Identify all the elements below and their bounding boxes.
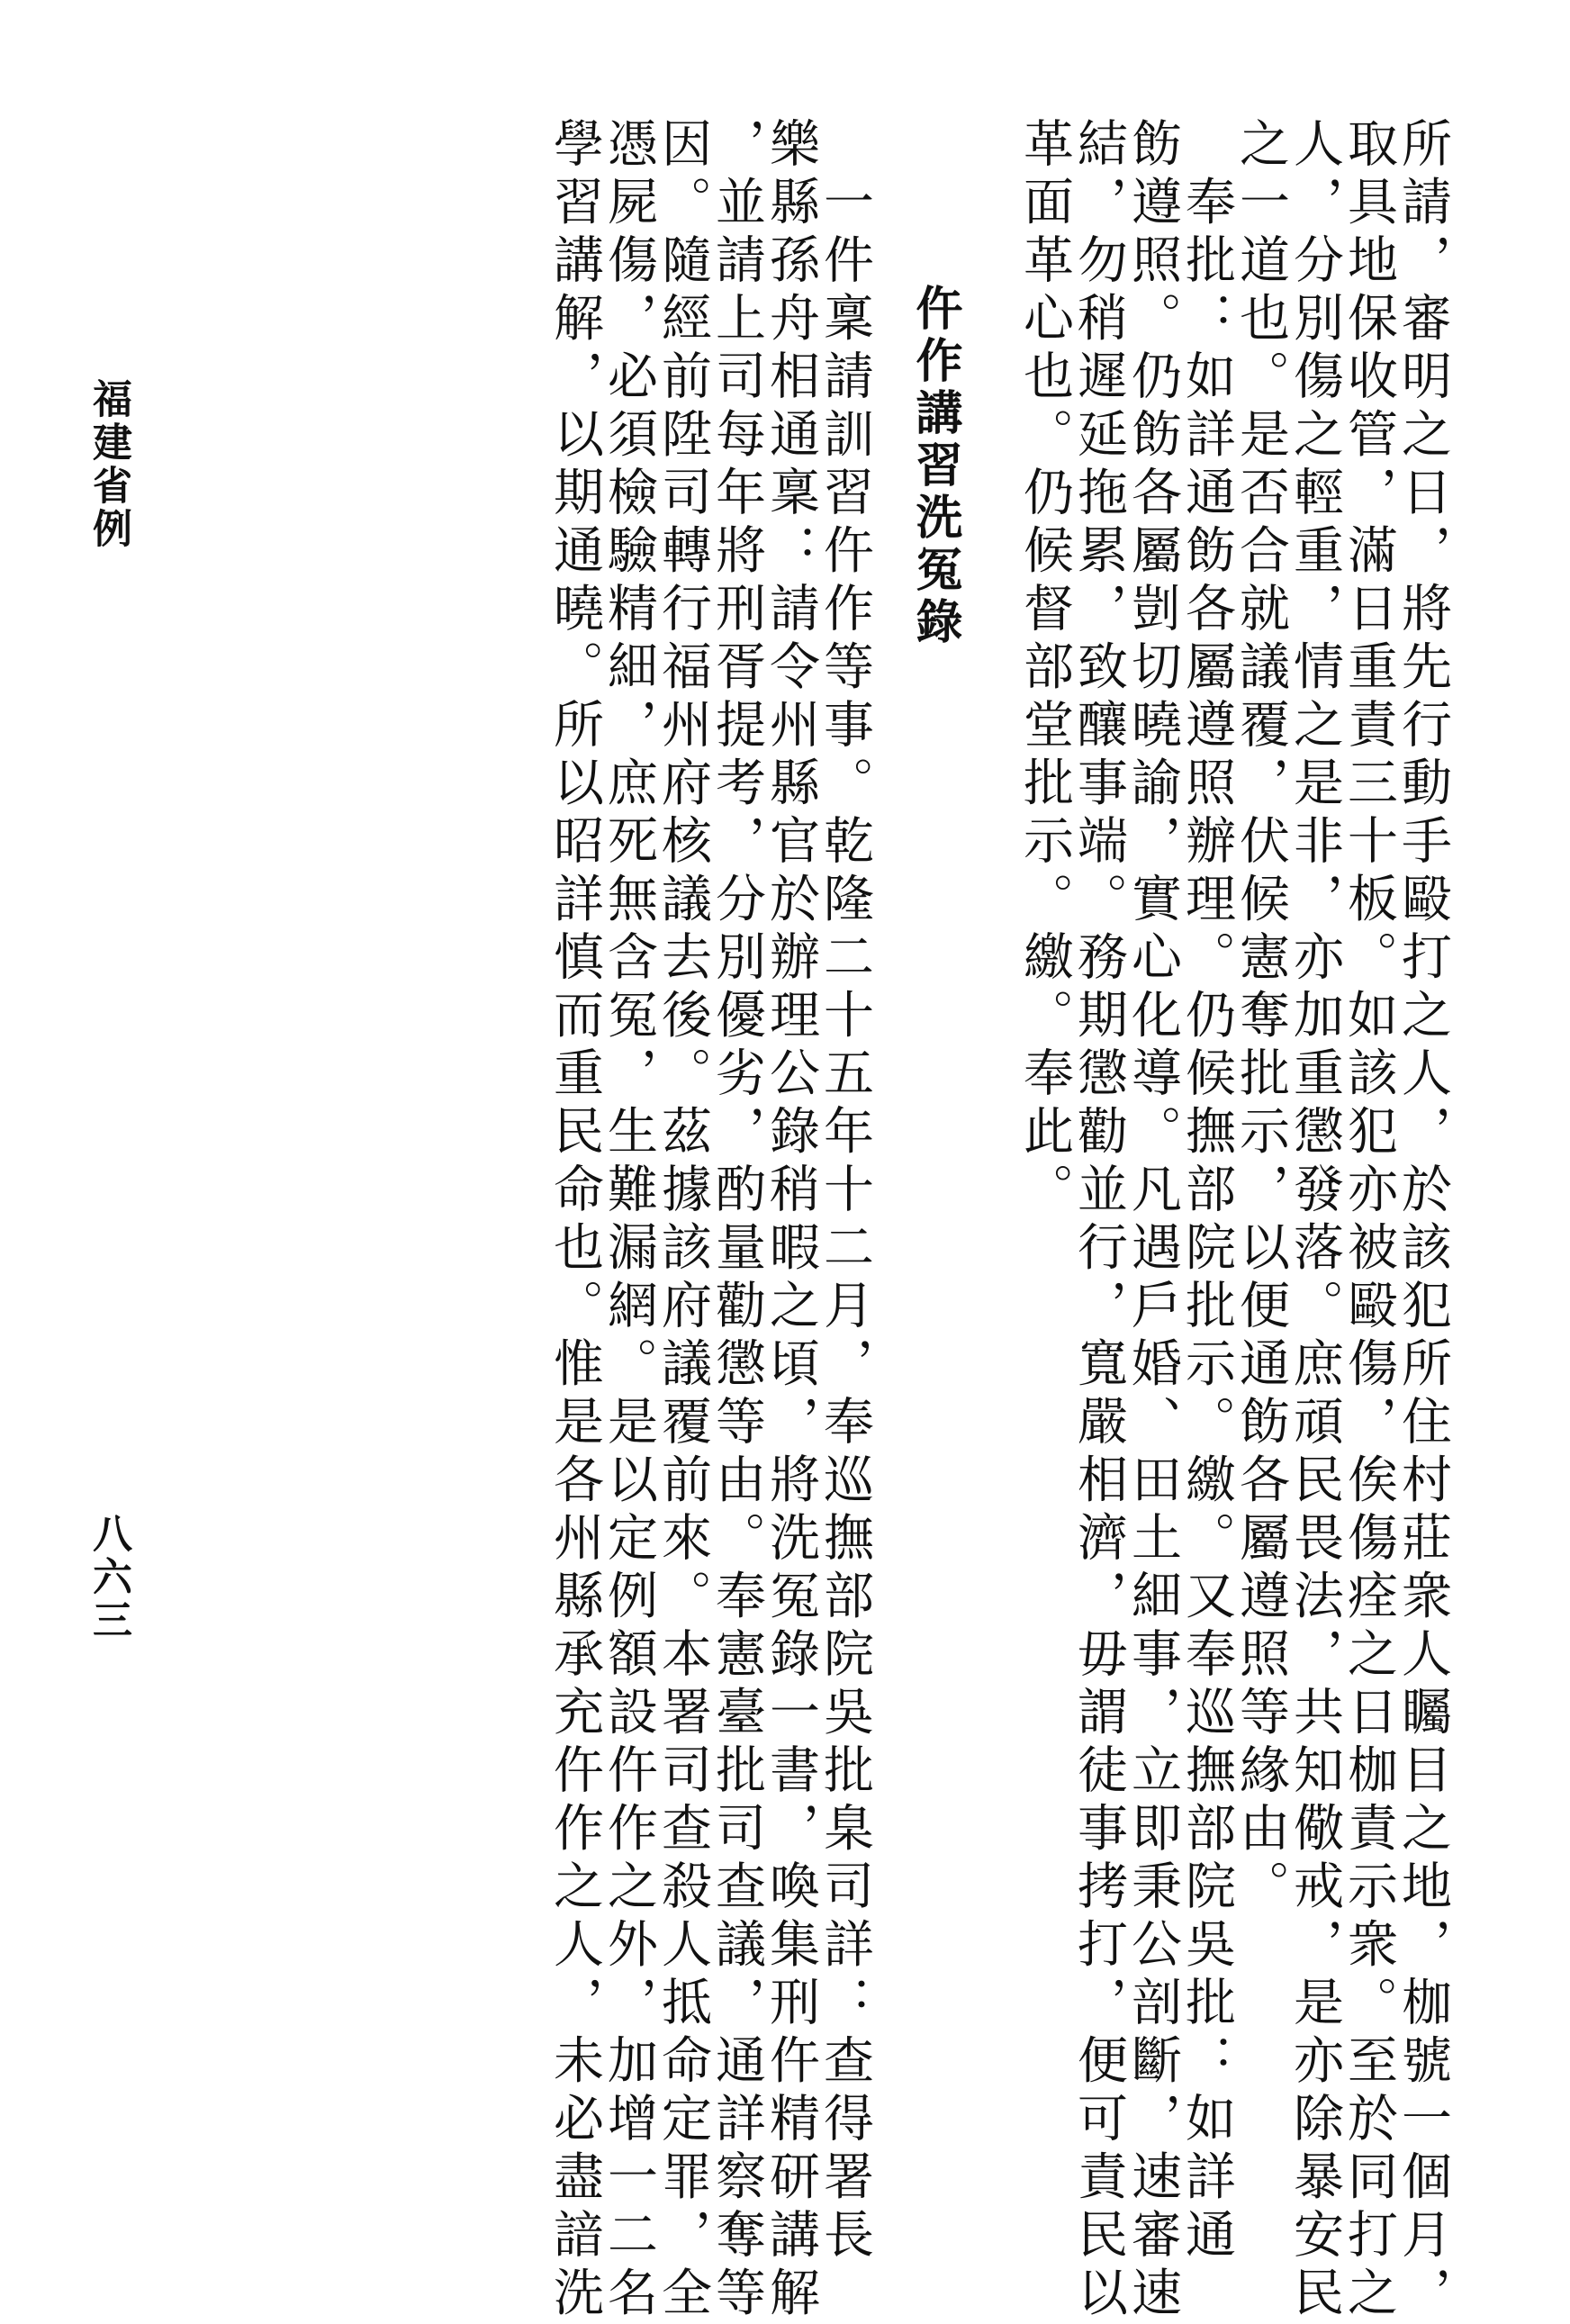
page-number: 八六三 [86, 1513, 131, 1642]
text-column: 憑屍傷，必須檢驗精細，庶死無含冤，生難漏網。是以定例額設仵作之外，加增一二名 [600, 117, 658, 2324]
text-column: ，並請上司每年將刑胥提考，分別優劣，酌量勸懲等由。奉憲臺批司查議，通詳察奪等 [708, 117, 766, 2324]
text-column: 因。隨經前陞司轉行福州府核議去後。茲據該府議覆前來。本署司查殺人抵命定罪，全 [654, 117, 712, 2324]
text-column: 取具地保收管，滿日重責三十板。如該犯亦被毆傷，俟傷痊之日枷責示衆。至於同打之 [1340, 117, 1398, 2324]
text-column: 飭遵照。仍飭各屬剴切曉諭，實心化導。凡遇戶婚、田土細事，立即秉公剖斷，速審速 [1123, 117, 1182, 2324]
text-column: 奉批：如詳通飭各屬遵照辦理。仍候撫部院批示。繳。又奉巡撫部院吳批：如詳通 [1178, 117, 1236, 2266]
text-column: 學習講解，以期通曉。所以昭詳慎而重民命也。惟是各州縣承充仵作之人，未必盡諳洗 [546, 117, 604, 2324]
section-heading: 仵作講習洗冤錄 [907, 284, 962, 649]
text-column: 樂縣孫舟相通稟：請令州縣官於辦理公錄稍暇之頃，將洗冤錄一書，喚集刑仵精研講解 [762, 117, 820, 2324]
text-column: 一件稟請訓習仵作等事。乾隆二十五年十二月，奉巡撫部院吳批臬司詳：查得署長 [816, 117, 874, 2266]
text-column: 所請，審明之日，將先行動手毆打之人，於該犯所住村莊衆人矚目之地，枷號一個月， [1394, 117, 1452, 2324]
text-column: 革面革心也。仍候督部堂批示。繳。奉此。 [1015, 117, 1074, 1221]
text-column: 人，分別傷之輕重，情之是非，亦加重懲發落。庶頑民畏法，共知儆戒，是亦除暴安民 [1286, 117, 1344, 2324]
running-head: 福建省例 [86, 378, 131, 551]
text-column: 之一道也。是否合就議覆，伏候憲奪批示，以便通飭各屬遵照等緣由。 [1232, 117, 1290, 1918]
text-column: 結，勿稍遲延拖累，致釀事端。務期懲勸並行，寬嚴相濟，毋謂徒事拷打，便可責民以 [1069, 117, 1128, 2324]
